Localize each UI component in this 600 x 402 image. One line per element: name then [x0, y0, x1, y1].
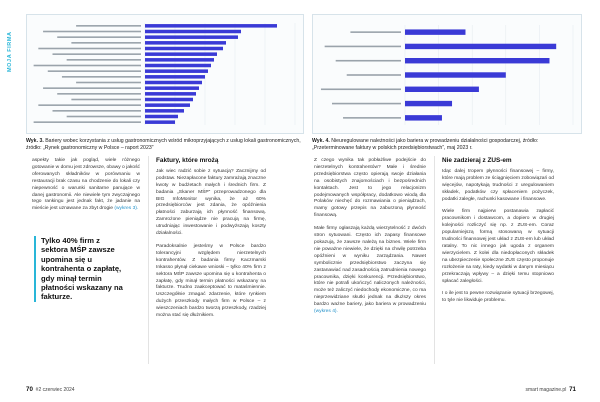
bar — [145, 92, 196, 96]
category-label — [38, 104, 141, 106]
col4-paragraph-3: I o ile jest to pewne rozwiązanie sytuacji brzegowej, to tyle nie likwiduje problemu. — [442, 291, 554, 304]
figure-4-svg — [313, 15, 581, 133]
figure-3-caption-text: Bariery wobec korzystania z usług gastronomicznych wśród mikroprzyjających z usług lokali gastronomicznych, źródło: „Rynek gastronomiczny w Polsce – raport 2023” — [26, 138, 301, 151]
figure-4-chart — [312, 14, 582, 134]
pull-quote: Tylko 40% firm z sektora MŚP zawsze upomina się u kontrahenta o zapłatę, gdy minął termin płatności wskazany na fakturze. — [34, 236, 127, 302]
col2-paragraph-2: Paradoksalnie jesteśmy w Polsce bardzo tolerancyjni względem nierzetelnych kontrahentów. Z badania firmy Kaczmarski Inkasso płynął ciekawe wnioski – tylko 40% firm z sektora MŚP zawsze upomina się u kontrahenta o zapłatę, gdy minął termin płatności wskazany na fakturze. Trudno zaakceptować to mataśmiennie. Uszczegółnie zmagać zdarzenie, które rynkiem dużych przeszkody małych firm w Polsce – z wieszczeniach bardzo tworzą przeszkody, rzadziej można stać się dłużnikiem. — [156, 243, 266, 319]
category-label — [336, 60, 401, 62]
figure-4-label: Wyk. 4. — [312, 138, 330, 144]
bar — [405, 87, 479, 92]
col4-paragraph-1: Idąc dalej tropem płynności finansowej – firmy, które mają problem ze ściągnięciem zobowiązań od więcejów, napotykają trudności z uregulowaniem składek, podatków czy spłaceniem pożyczek, podatki zaległe, rachunki kasowane i finansowe. — [442, 168, 554, 202]
bar — [145, 24, 277, 28]
bar — [405, 58, 549, 63]
site-label: smart magazine.pl — [525, 387, 567, 393]
category-label — [34, 65, 141, 67]
column-3 — [314, 158, 426, 316]
col2-paragraph-1: Jak wiec radzić sobie z sytuacją? Zacznijmy od podstaw. Niezapłacone faktury zamrażają znaczne kwoty w budżetach małych i średnich firm. Z badania „Skaner MŚP” przeprowadzonego dla BIG InfoMonitor wynika, że aż 60% przedsiębiorców jest zdania, że opóźnienia płatności zaburzają ich płynność finansową. Zamrożone pieniądze nie pracują na firmę, utrudniając inwestowanie i podwyższają koszty działalności. — [156, 168, 266, 237]
column-4 — [442, 158, 554, 305]
category-label — [62, 76, 141, 78]
bar — [405, 44, 556, 49]
bar — [145, 47, 223, 51]
bar — [145, 69, 208, 73]
figure-3-svg — [27, 15, 303, 133]
category-label — [67, 59, 141, 61]
category-label — [43, 87, 141, 89]
category-label — [347, 74, 401, 76]
bar — [405, 72, 506, 77]
bar — [145, 86, 199, 90]
figure-4-caption — [312, 138, 580, 151]
column-1 — [32, 158, 140, 213]
category-label — [57, 93, 141, 95]
category-label — [332, 103, 401, 105]
figure-3-chart — [26, 14, 304, 134]
bar — [145, 103, 190, 107]
category-label — [43, 31, 141, 33]
category-label — [76, 82, 141, 84]
bar — [145, 120, 175, 124]
bar — [145, 81, 202, 85]
footer-left — [26, 386, 75, 393]
bar — [405, 101, 452, 106]
bar — [145, 64, 211, 68]
divider — [148, 156, 149, 364]
figure-3-caption — [26, 138, 301, 151]
col3-paragraph-1: Z czego wynika tak pobłażliwe podejście do nierzetelnych kontrahentów? Małe i średnie przedsiębiorstwa często opierają swoje działania na osobistych znajomościach i bezpośrednich kontaktach. Jest to jego relacjonizm podejmowanych współpracy, dodatkowo wiodą dla Polaków niechęć do rozmawiania o pieniądzach, mamy gotowy przepis na zaburzoną płynność finansową. — [314, 158, 426, 219]
bar — [145, 109, 184, 113]
bar — [405, 115, 442, 120]
category-label — [76, 25, 141, 27]
page-number-right: 71 — [569, 386, 576, 393]
col3-paragraph-2: Małe firmy ogłaszają każdą wierzytelność z dwóch stron sytuowani. Często ich zapasy finansowe pokazują, że zawsze należą na biznes. Wiele firm nie poważne niewiele, że dzięki na chwilę potrzeba opóźnieni w wyniku zarządzania. Nawet symbolicznie przedsiębiorstwo zaczyna się zastanawiać nad zasadnością zatrudnienia nowego pracownika, dzięki konkurencji. Przedsiębiorstwo, które nie potrafi ukończyć naliczonych należności, może też zaliczyć niedochody ekonomiczne, co ma nieprzewidziane skutki jednak na dłuższy okres bardzo ważne bariery, jako bariera w prowadzeniu — [314, 226, 426, 308]
left-intro-text: aspekty takie jak pogląd, wiele różnego gotowanie w domu jest zdrowsze, obawy o jakość oferowanych składników w porównaniu w restauracji brak czasu na chodzenie do lokali czy niepewność o warunki sanitarne panujące w danej gastronomii. Ale niewiele tym zwyczajnego tego rankingu jest jednak fakt, że jadanie na mieście jest uznawane za zbyt drogie — [32, 158, 140, 212]
figure-4-caption-text: Nieuregulowane należności jako bariera w prowadzeniu działalności gospodarczej, źródło: „Przeterminowane faktury w polskich przedsiębiorstwach”, maj 2023 r. — [312, 138, 539, 151]
col3-link[interactable]: (wykres 4). — [314, 309, 338, 315]
category-label — [53, 110, 142, 112]
section-heading-zus: Nie zadzieraj z ZUS-em — [442, 157, 512, 164]
bar — [405, 29, 465, 34]
category-label — [325, 46, 401, 48]
category-label — [67, 116, 141, 118]
col4-paragraph-2: Wiele firm najpierw postanawia zapłacić pracownikom i dostawcom, a dopiero w drugiej kolejności rozliczyć się np. z ZUS-em. Coraz popularniejszą formą stosowaną w sytuacji trudności finansowej jest układ z ZUS-em lub układ ratalny. To nic innego jak ugoda z organem wierzycielem. Z kolei dla niedopłaconych składek na ubezpieczenie społeczne ZUS często proponuje rozłożenie na raty, kiedy wydatki w danym miesiącu przekraczają wpływy – a dzięki temu stopniowo spłacać zaległości. — [442, 209, 554, 284]
category-label — [71, 42, 141, 44]
section-tag: MOJA FIRMA — [7, 31, 13, 72]
bar — [145, 35, 238, 39]
left-intro-link[interactable]: (wykres 3). — [114, 206, 139, 212]
category-label — [53, 53, 142, 55]
bar — [145, 30, 241, 34]
bar — [145, 41, 226, 45]
page-number-left: 70 — [26, 386, 33, 393]
category-label — [350, 31, 401, 33]
bar — [145, 52, 217, 56]
category-label — [71, 99, 141, 101]
bar — [145, 58, 214, 62]
category-label — [57, 36, 141, 38]
category-label — [34, 121, 141, 123]
divider — [434, 156, 435, 364]
bar — [145, 115, 178, 119]
footer-right — [525, 386, 576, 393]
issue-label: #2 czerwiec 2024 — [35, 387, 75, 393]
category-label — [321, 88, 401, 90]
category-label — [343, 117, 401, 119]
bar — [145, 98, 193, 102]
column-2 — [156, 158, 266, 320]
category-label — [38, 48, 141, 50]
bar — [145, 75, 205, 79]
section-heading-faktury: Faktury, które mrożą — [156, 157, 219, 164]
figure-3-label: Wyk. 3. — [26, 138, 44, 144]
category-label — [48, 70, 141, 72]
